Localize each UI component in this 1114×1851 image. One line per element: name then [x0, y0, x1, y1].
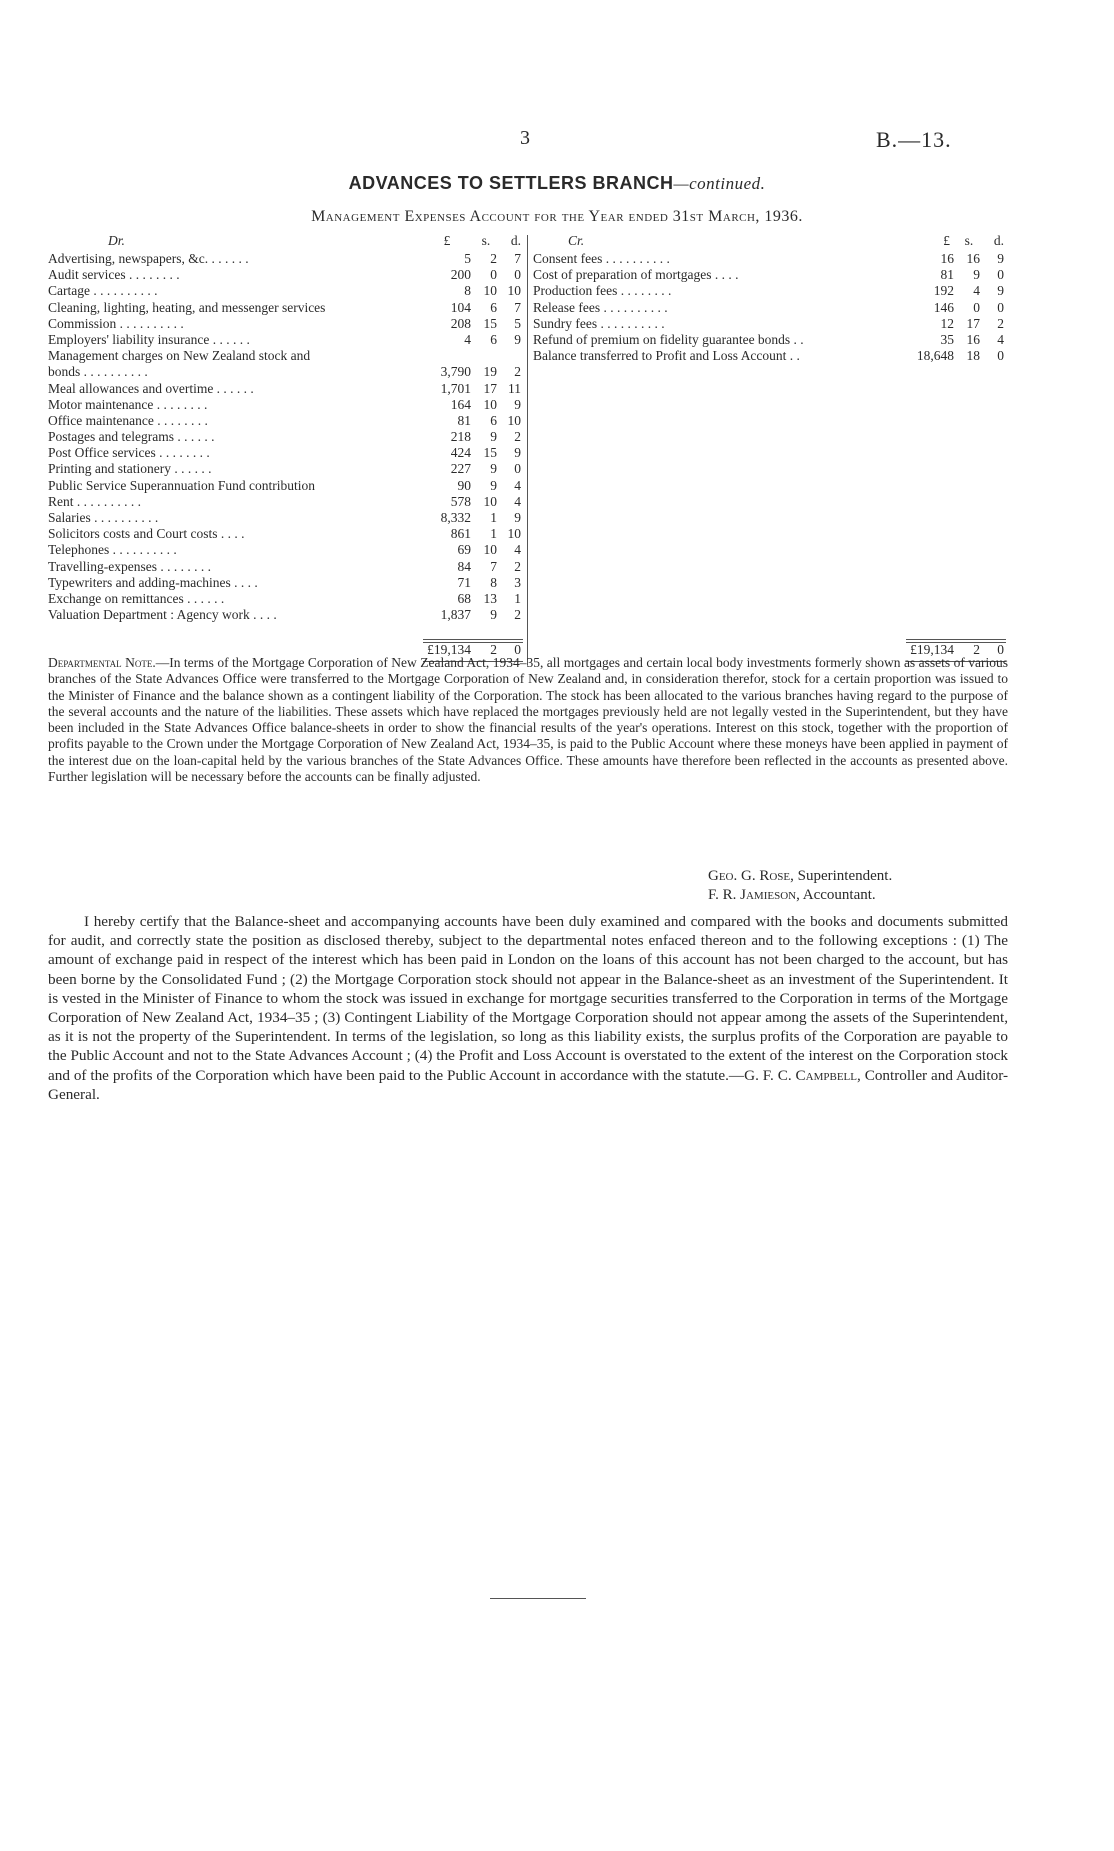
amount-pence: 0	[997, 348, 1004, 364]
amount-pounds: 1,837	[440, 607, 471, 623]
debit-label: Post Office services . . . . . . . .	[48, 445, 210, 461]
debit-amount	[423, 413, 523, 429]
credit-total-pounds: £19,134	[910, 642, 954, 657]
debit-amount	[423, 542, 523, 558]
debit-amount	[423, 510, 523, 526]
shillings-header: s.	[964, 233, 974, 248]
credit-row	[533, 267, 1009, 283]
debit-label: Exchange on remittances . . . . . .	[48, 590, 225, 606]
amount-pence: 5	[514, 315, 521, 331]
debit-label: Postages and telegrams . . . . . .	[48, 429, 215, 445]
amount-pounds: 90	[457, 477, 471, 493]
debit-row	[48, 461, 526, 477]
debit-amount	[423, 607, 523, 623]
debit-amount	[423, 461, 523, 477]
debit-row	[48, 429, 526, 445]
credit-label: Balance transferred to Profit and Loss Account . .	[533, 348, 800, 364]
debit-row	[48, 478, 526, 494]
amount-pence: 9	[514, 510, 521, 525]
debit-amount	[423, 332, 523, 348]
amount-pounds: 861	[450, 526, 471, 542]
debit-amount	[423, 526, 523, 542]
amount-shillings: 15	[483, 315, 497, 331]
amount-pence: 4	[514, 477, 521, 493]
debit-total-shillings: 2	[490, 642, 497, 657]
branch-title	[0, 173, 1114, 194]
debit-amount	[423, 283, 523, 299]
credit-row	[533, 316, 1009, 332]
credit-total-pence: 0	[997, 642, 1004, 657]
amount-pounds: 4	[464, 331, 471, 347]
debit-row	[48, 494, 526, 510]
amount-pounds: 69	[457, 542, 471, 558]
audit-certificate	[48, 912, 1008, 1104]
amount-pounds: 12	[940, 315, 954, 331]
amount-shillings: 6	[490, 331, 497, 347]
amount-pence: 2	[514, 429, 521, 445]
debit-amount	[423, 397, 523, 413]
debit-amount	[423, 300, 523, 316]
amount-pence: 9	[514, 396, 521, 412]
amount-shillings: 19	[483, 364, 497, 380]
credit-amount	[906, 348, 1006, 364]
credit-amount	[906, 300, 1006, 316]
amount-pounds: 8	[464, 283, 471, 299]
amount-pence: 4	[514, 493, 521, 509]
amount-shillings: 16	[966, 251, 980, 266]
amount-pence: 10	[507, 526, 521, 542]
debit-amount	[423, 316, 523, 332]
debit-label: Cartage . . . . . . . . . .	[48, 283, 158, 299]
amount-pence: 2	[514, 607, 521, 623]
auditor-name: G. F. C. Campbell	[744, 1066, 857, 1084]
debit-label: Employers' liability insurance . . . . . .	[48, 331, 250, 347]
debit-row	[48, 348, 526, 364]
credit-row	[533, 332, 1009, 348]
amount-shillings: 17	[483, 380, 497, 396]
credit-row	[533, 283, 1009, 299]
debit-label: Printing and stationery . . . . . .	[48, 461, 212, 477]
amount-shillings: 9	[973, 267, 980, 283]
credit-row	[533, 348, 1009, 364]
debit-label: Rent . . . . . . . . . .	[48, 493, 141, 509]
debit-total-pence: 0	[514, 642, 521, 657]
debit-row	[48, 542, 526, 558]
amount-pence: 11	[508, 380, 521, 396]
credit-amount	[906, 283, 1006, 299]
total-rule-top	[423, 639, 523, 640]
amount-pounds: 35	[940, 331, 954, 347]
debit-label: Cleaning, lighting, heating, and messenger services	[48, 299, 326, 315]
debit-label: bonds . . . . . . . . . .	[48, 364, 148, 380]
debit-label: Valuation Department : Agency work . . . .	[48, 607, 277, 623]
debit-label: Meal allowances and overtime . . . . . .	[48, 380, 254, 396]
amount-shillings: 9	[490, 461, 497, 477]
debit-label: Audit services . . . . . . . .	[48, 267, 180, 283]
amount-pence: 0	[997, 299, 1004, 315]
credit-label: Production fees . . . . . . . .	[533, 283, 672, 299]
signature-name: F. R. Jamieson	[708, 887, 797, 903]
debit-amount	[423, 445, 523, 461]
debit-row	[48, 316, 526, 332]
amount-pence: 9	[997, 283, 1004, 299]
amount-shillings: 0	[490, 267, 497, 283]
amount-pounds: 192	[933, 283, 954, 299]
amount-shillings: 6	[490, 412, 497, 428]
signature-title: , Superintendent.	[790, 868, 893, 884]
page-number: 3	[520, 127, 530, 149]
debit-amount	[423, 429, 523, 445]
signature-block	[708, 867, 892, 905]
debit-row	[48, 381, 526, 397]
credit-label: Cost of preparation of mortgages . . . .	[533, 267, 739, 283]
debit-label: Travelling-expenses . . . . . . . .	[48, 558, 211, 574]
amount-shillings: 9	[490, 477, 497, 493]
debit-row	[48, 559, 526, 575]
amount-pounds: 3,790	[440, 364, 471, 380]
amount-pence: 10	[507, 283, 521, 299]
debit-total-pounds: £19,134	[427, 642, 471, 657]
debit-amount	[423, 348, 523, 364]
end-rule	[490, 1598, 586, 1599]
amount-pence: 1	[514, 590, 521, 606]
account-subtitle: Management Expenses Account for the Year ended 31st March, 1936.	[311, 208, 803, 225]
audit-certificate-text: I hereby certify that the Balance-sheet and accompanying accounts have been duly examined and compared with the books and documents submitted for audit, and correctly state the position as disclosed thereby, subject to the departmental notes enfaced thereon and to the following exceptions : (1) The amount of exchange paid in respect of the interest which has been paid in London on the loans of this account has not been charged to the account, but has been borne by the Consolidated Fund ; (2) the Mortgage Corporation stock should not appear in the Balance-sheet as an investment of the Superintendent. It is vested in the Minister of Finance to whom the stock was issued in exchange for mortgage securities transferred to the Corporation in terms of the Mortgage Corporation of New Zealand Act, 1934–35 ; (3) Contingent Liability of the Mortgage Corporation should not appear among the assets of the Superintendent, as it is not the property of the Superintendent. In terms of the legislation, so long as this liability exists, the surplus profits of the Corporation are payable to the Public Account and not to the State Advances Account ; (4) the Profit and Loss Account is overstated to the extent of the interest on the Corporation stock and of the profits of the Corporation which have been paid to the Public Account in accordance with the statute.—	[48, 913, 1008, 1084]
amount-pounds: 1,701	[440, 380, 471, 396]
debit-row	[48, 251, 526, 267]
amount-shillings: 16	[966, 331, 980, 347]
debit-amount	[423, 559, 523, 575]
debit-column	[48, 233, 526, 657]
amount-shillings: 1	[490, 510, 497, 525]
debit-amount	[423, 575, 523, 591]
debit-row	[48, 591, 526, 607]
debit-amount	[423, 494, 523, 510]
amount-pence: 9	[997, 251, 1004, 266]
pounds-header: £	[943, 233, 950, 248]
amount-shillings: 18	[966, 348, 980, 364]
credit-label: Refund of premium on fidelity guarantee bonds . .	[533, 331, 804, 347]
debit-heading: Dr.	[108, 233, 125, 248]
amount-pence: 3	[514, 574, 521, 590]
debit-label: Motor maintenance . . . . . . . .	[48, 396, 208, 412]
amount-pence: 7	[514, 251, 521, 266]
debit-amount	[423, 591, 523, 607]
total-rule-top	[906, 639, 1006, 640]
amount-pence: 0	[514, 461, 521, 477]
amount-shillings: 10	[483, 396, 497, 412]
debit-row	[48, 364, 526, 380]
branch-title-main: ADVANCES TO SETTLERS BRANCH	[348, 173, 674, 193]
amount-pence: 10	[507, 412, 521, 428]
pounds-header: £	[443, 233, 451, 248]
credit-column	[533, 233, 1009, 657]
account-divider	[527, 235, 528, 665]
credit-header	[533, 233, 1009, 251]
amount-pence: 2	[514, 558, 521, 574]
amount-pence: 0	[514, 267, 521, 283]
debit-label: Salaries . . . . . . . . . .	[48, 510, 159, 525]
amount-pounds: 5	[464, 251, 471, 266]
debit-label: Management charges on New Zealand stock and	[48, 348, 311, 364]
debit-row	[48, 397, 526, 413]
debit-rows	[48, 251, 526, 623]
debit-row	[48, 510, 526, 526]
auditor-title: , Controller and Auditor-General.	[48, 1066, 1009, 1103]
debit-header	[48, 233, 526, 251]
amount-pounds: 227	[450, 461, 471, 477]
debit-amount	[423, 381, 523, 397]
amount-pence: 7	[514, 299, 521, 315]
amount-pence: 2	[997, 315, 1004, 331]
debit-row	[48, 526, 526, 542]
amount-shillings: 10	[483, 283, 497, 299]
debit-amount	[423, 267, 523, 283]
amount-pounds: 208	[450, 315, 471, 331]
signature-name: Geo. G. Rose	[708, 868, 791, 884]
credit-heading: Cr.	[568, 233, 585, 248]
amount-shillings: 10	[483, 493, 497, 509]
amount-shillings: 10	[483, 542, 497, 558]
amount-pence: 4	[997, 331, 1004, 347]
amount-pounds: 18,648	[916, 348, 954, 364]
amount-pounds: 146	[933, 299, 954, 315]
credit-row	[533, 251, 1009, 267]
debit-label: Advertising, newspapers, &c. . . . . . .	[48, 251, 249, 266]
credit-label: Consent fees . . . . . . . . . .	[533, 251, 670, 266]
amount-pence: 9	[514, 331, 521, 347]
amount-shillings: 17	[966, 315, 980, 331]
departmental-note-text: —In terms of the Mortgage Corporation of New Zealand Act, 1934–35, all mortgages and certain local body investments formerly shown as assets of various branches of the State Advances Office were transferred to the Mortgage Corporation of New Zealand and, in consideration therefor, stock for a certain proportion was issued to the Minister of Finance and the balance shown as a contingent liability of the Corporation. The stock has been allocated to the various branches having regard to the purpose of the several accounts and the nature of the liabilities. These assets which have replaced the mortgages previously held are not legally vested in the Superintendent, but they have been included in the State Advances Office balance-sheets in order to show the financial results of the year's operations. Interest on this stock, together with the proportion of profits payable to the Crown under the Mortgage Corporation of New Zealand Act, 1934–35, is paid to the Public Account where these moneys have been applied in payment of the interest due on the loan-capital held by the various branches of the State Advances Office. These amounts have therefore been reflected in the accounts as presented above. Further legislation will be necessary before the accounts can be finally adjusted.	[48, 655, 1009, 785]
credit-label: Release fees . . . . . . . . . .	[533, 299, 668, 315]
credit-label: Sundry fees . . . . . . . . . .	[533, 315, 665, 331]
amount-shillings: 7	[490, 558, 497, 574]
page-reference: B.—13.	[876, 127, 952, 152]
amount-shillings: 4	[973, 283, 980, 299]
debit-label: Commission . . . . . . . . . .	[48, 315, 184, 331]
credit-amount	[906, 332, 1006, 348]
amount-pounds: 578	[450, 493, 471, 509]
amount-pounds: 81	[940, 267, 954, 283]
amount-shillings: 9	[490, 429, 497, 445]
credit-amount	[906, 267, 1006, 283]
debit-row	[48, 300, 526, 316]
branch-title-continued: —continued.	[673, 174, 766, 193]
amount-shillings: 0	[973, 299, 980, 315]
departmental-note	[48, 655, 1008, 785]
amount-pounds: 71	[457, 574, 471, 590]
amount-shillings: 2	[490, 251, 497, 266]
debit-label: Telephones . . . . . . . . . .	[48, 542, 177, 558]
credit-rows	[533, 251, 1009, 364]
pence-header: d.	[993, 233, 1004, 248]
debit-row	[48, 413, 526, 429]
amount-pence: 0	[997, 267, 1004, 283]
debit-row	[48, 575, 526, 591]
credit-total-shillings: 2	[973, 642, 980, 657]
amount-pence: 2	[514, 364, 521, 380]
signature-superintendent	[708, 867, 892, 886]
amount-pounds: 164	[450, 396, 471, 412]
amount-pounds: 104	[450, 299, 471, 315]
debit-label: Office maintenance . . . . . . . .	[48, 412, 208, 428]
amount-pence: 9	[514, 445, 521, 461]
amount-pounds: 16	[940, 251, 954, 266]
amount-shillings: 6	[490, 299, 497, 315]
credit-row	[533, 300, 1009, 316]
signature-accountant	[708, 886, 892, 905]
amount-shillings: 8	[490, 574, 497, 590]
debit-label: Solicitors costs and Court costs . . . .	[48, 526, 245, 542]
credit-amount	[906, 251, 1006, 267]
shillings-header: s.	[481, 233, 491, 248]
debit-row	[48, 267, 526, 283]
amount-shillings: 1	[490, 526, 497, 542]
pence-header: d.	[510, 233, 521, 248]
amount-pounds: 200	[450, 267, 471, 283]
amount-pounds: 218	[450, 429, 471, 445]
amount-pounds: 8,332	[440, 510, 471, 525]
amount-pounds: 424	[450, 445, 471, 461]
amount-pounds: 84	[457, 558, 471, 574]
debit-row	[48, 283, 526, 299]
departmental-note-lead: Departmental Note.	[48, 655, 156, 670]
amount-pounds: 81	[457, 412, 471, 428]
debit-amount	[423, 364, 523, 380]
debit-row	[48, 332, 526, 348]
debit-label: Public Service Superannuation Fund contribution	[48, 477, 315, 493]
debit-amount	[423, 478, 523, 494]
debit-row	[48, 445, 526, 461]
amount-pounds: 68	[457, 590, 471, 606]
debit-amount	[423, 251, 523, 267]
credit-amount	[906, 316, 1006, 332]
amount-shillings: 13	[483, 590, 497, 606]
amount-shillings: 15	[483, 445, 497, 461]
debit-row	[48, 607, 526, 623]
signature-title: , Accountant.	[796, 887, 876, 903]
amount-pence: 4	[514, 542, 521, 558]
debit-label: Typewriters and adding-machines . . . .	[48, 574, 258, 590]
amount-shillings: 9	[490, 607, 497, 623]
